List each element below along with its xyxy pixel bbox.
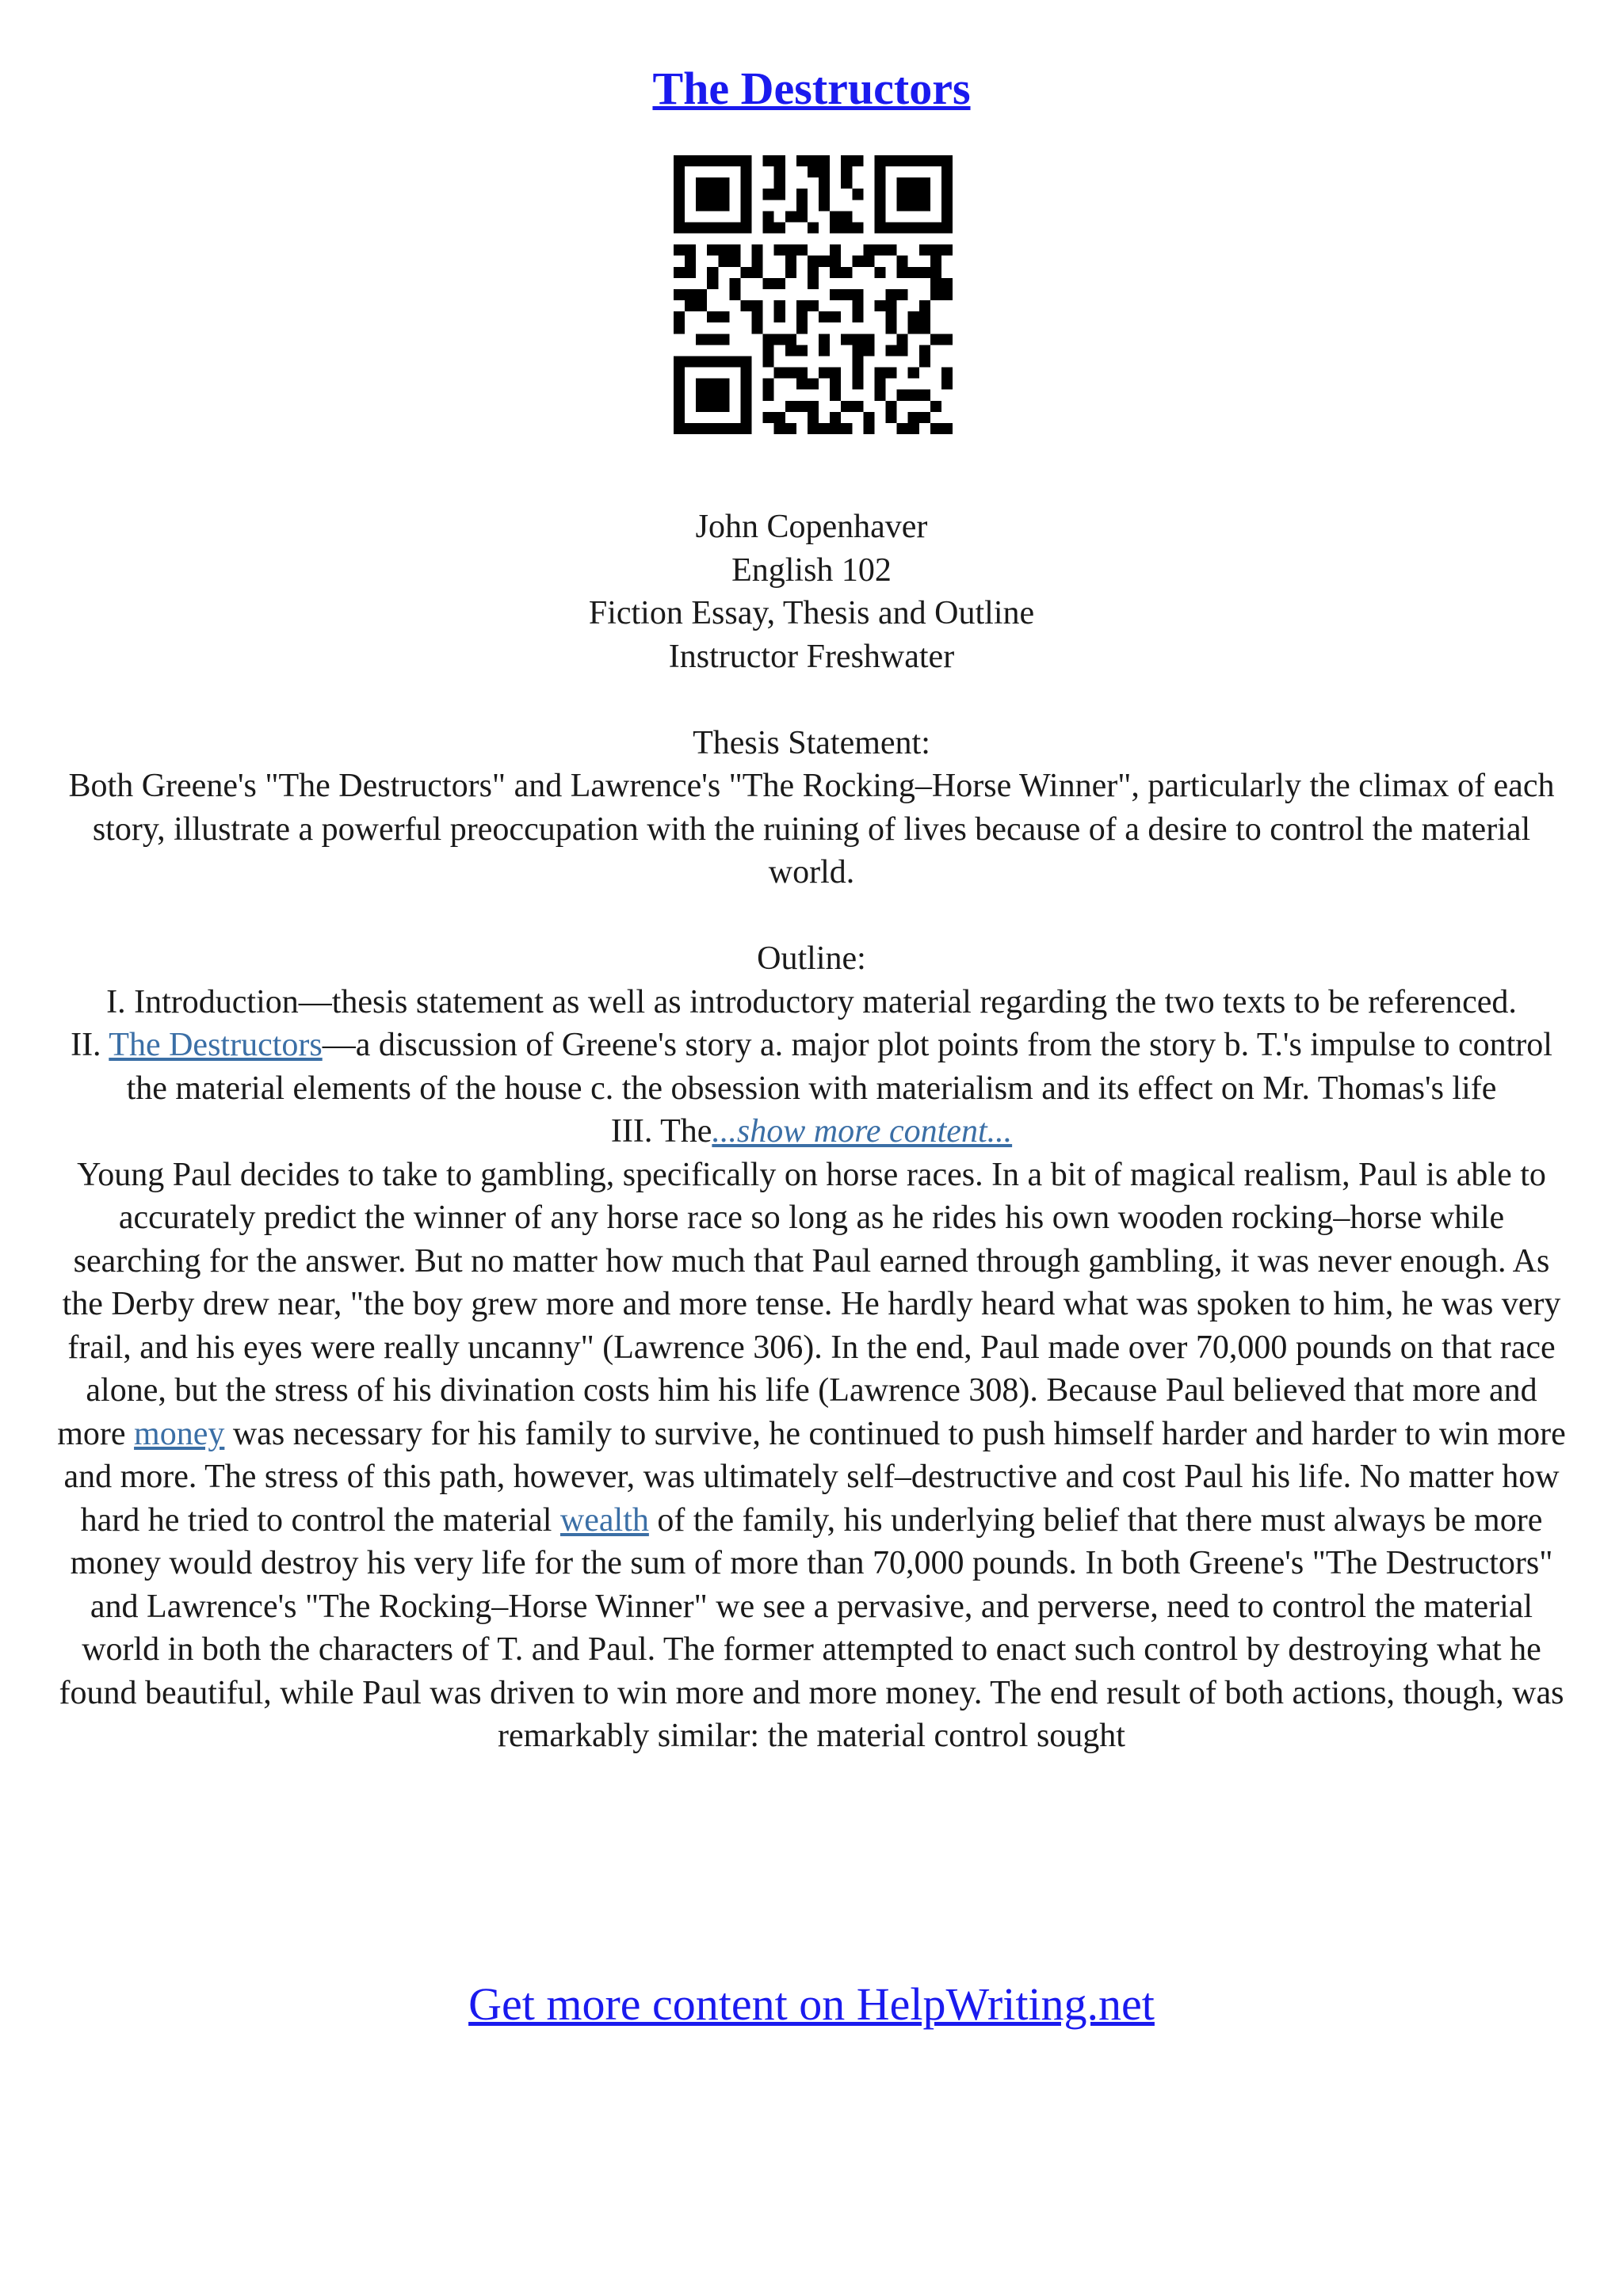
outline-item-2 [55,1024,1568,1110]
continuation-text-2: was necessary for his family to survive, he continued to push himself harder and harder to win more and more. The stress of this path, however, was ultimately self–destructive and cost Paul his life. No matter how hard he tried to control the material [63,1415,1566,1539]
document-title [0,57,1623,120]
title-link[interactable]: The Destructors [652,63,971,114]
get-more-content-link[interactable]: Get more content on HelpWriting.net [468,1978,1155,2030]
outline-heading: Outline: [757,940,866,977]
continuation-paragraph [55,1154,1568,1758]
footer [0,1974,1623,2035]
qr-code-icon [674,155,953,434]
outline-item-2-text: —a discussion of Greene's story a. major plot points from the story b. T.'s impulse to control the material elements of the house c. the obsession with materialism and its effect on Mr. Thomas's life [126,1027,1552,1107]
outline-item-1: I. Introduction—thesis statement as well as introductory material regarding the two texts to be referenced. [106,983,1517,1020]
outline-item-3-prefix: III. The [610,1113,712,1150]
show-more-link[interactable]: ...show more content... [712,1113,1013,1150]
continuation-text-3: of the family, his underlying belief that there must always be more money would destroy his very life for the sum of more than 70,000 pounds. In both Greene's "The Destructors" and Lawrence's "The Rocking–Horse Winner" we see a pervasive, and perverse, need to control the material world in both the characters of T. and Paul. The former attempted to enact such control by destroying what he found beautiful, while Paul was driven to win more and more money. The end result of both actions, though, was remarkably similar: the material control sought [59,1501,1564,1754]
continuation-text-1: Young Paul decides to take to gambling, specifically on horse races. In a bit of magical realism, Paul is able to accurately predict the winner of any horse race so long as he rides his own wooden rocking–horse while searching for the answer. But no matter how much that Paul earned through gambling, it was never enough. As the Derby drew near, "the boy grew more and more tense. He hardly heard what was spoken to him, he was very frail, and his eyes were really uncanny" (Lawrence 306). In the end, Paul made over 70,000 pounds on that race alone, but the stress of his divination costs him his life (Lawrence 308). Because Paul believed that more and more [57,1156,1561,1452]
thesis-heading: Thesis Statement: [693,724,930,761]
document-body [55,505,1568,1758]
outline-item-2-prefix: II. [71,1027,109,1063]
wealth-link[interactable]: wealth [559,1501,649,1539]
assignment-line: Fiction Essay, Thesis and Outline [588,595,1035,631]
spacer [55,894,1568,938]
thesis-text: Both Greene's "The Destructors" and Lawrence's "The Rocking–Horse Winner", particularly the climax of each story, illustrate a powerful preoccupation with the ruining of lives because of a desire to control the material world. [68,768,1555,891]
course-line: English 102 [731,551,892,589]
instructor-line: Instructor Freshwater [668,638,955,675]
destructors-link[interactable]: The Destructors [109,1027,323,1063]
money-link[interactable]: money [134,1415,225,1452]
outline-item-3 [55,1110,1568,1154]
spacer [55,678,1568,722]
author-line: John Copenhaver [695,509,928,545]
